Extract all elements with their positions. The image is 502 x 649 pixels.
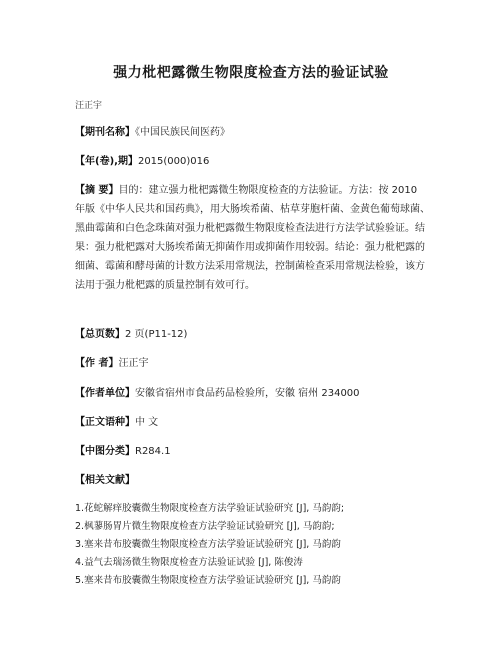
journal-field (75, 123, 430, 142)
author-value: 汪正宇 (118, 358, 149, 369)
journal-value: 《中国民族民间医药》 (135, 127, 230, 138)
related-item[interactable]: 5.塞来昔布胶囊微生物限度检查方法学验证试验研究 [J], 马韵韵 (75, 575, 341, 586)
language-field (75, 413, 430, 432)
language-label: 【正文语种】 (75, 417, 135, 428)
classification-field (75, 442, 430, 461)
abstract-value: 目的：建立强力枇杷露微生物限度检查的方法验证。方法：按 2010 年版《中华人民共和国药典》，用大肠埃希菌、枯草芽胞杆菌、金黄色葡萄球菌、黑曲霉菌和白色念珠菌对强力枇杷露微生物限度检查法进行方法学试验验证。结果：强力枇杷露对大肠埃希菌无抑菌作用或抑菌作用较弱。结论：强力枇杷露的细菌、霉菌和酵母菌的计数方法采用常规法，控制菌检查采用常规法检验，该方法用于强力枇杷露的质量控制有效可行。 (75, 185, 430, 291)
pages-value: 2 页(P11-12) (125, 329, 188, 340)
related-item[interactable]: 3.塞来昔布胶囊微生物限度检查方法学验证试验研究 [J], 马韵韵 (75, 539, 341, 550)
unit-value: 安徽省宿州市食品药品检验所，安徽 宿州 234000 (135, 388, 360, 399)
related-heading (75, 471, 430, 490)
related-list (75, 500, 430, 590)
pages-field (75, 325, 430, 344)
journal-label: 【期刊名称】 (75, 127, 135, 138)
document-title: 强力枇杷露微生物限度检查方法的验证试验 (113, 65, 389, 81)
language-value: 中 文 (135, 417, 159, 428)
author-field (75, 354, 430, 373)
unit-label: 【作者单位】 (75, 388, 135, 399)
abstract-label: 【摘 要】 (75, 185, 119, 196)
author-label: 【作 者】 (75, 358, 119, 369)
related-item[interactable]: 2.枫蓼肠胃片微生物限度检查方法学验证试验研究 [J], 马韵韵; (75, 521, 335, 532)
related-item[interactable]: 1.花蛇解痒胶囊微生物限度检查方法学验证试验研究 [J], 马韵韵; (75, 503, 345, 514)
unit-field (75, 384, 430, 403)
pages-label: 【总页数】 (75, 329, 125, 340)
related-label: 【相关文献】 (75, 475, 135, 486)
year-field (75, 152, 430, 171)
related-item[interactable]: 4.益气去瑞汤微生物限度检查方法验证试验 [J], 陈俊涛 (75, 557, 303, 568)
year-value: 2015(000)016 (137, 156, 210, 167)
abstract-field (75, 181, 430, 295)
author-line: 汪正宇 (75, 101, 103, 111)
classification-label: 【中图分类】 (75, 446, 135, 457)
classification-value: R284.1 (135, 446, 171, 457)
year-label: 【年(卷),期】 (75, 156, 138, 167)
